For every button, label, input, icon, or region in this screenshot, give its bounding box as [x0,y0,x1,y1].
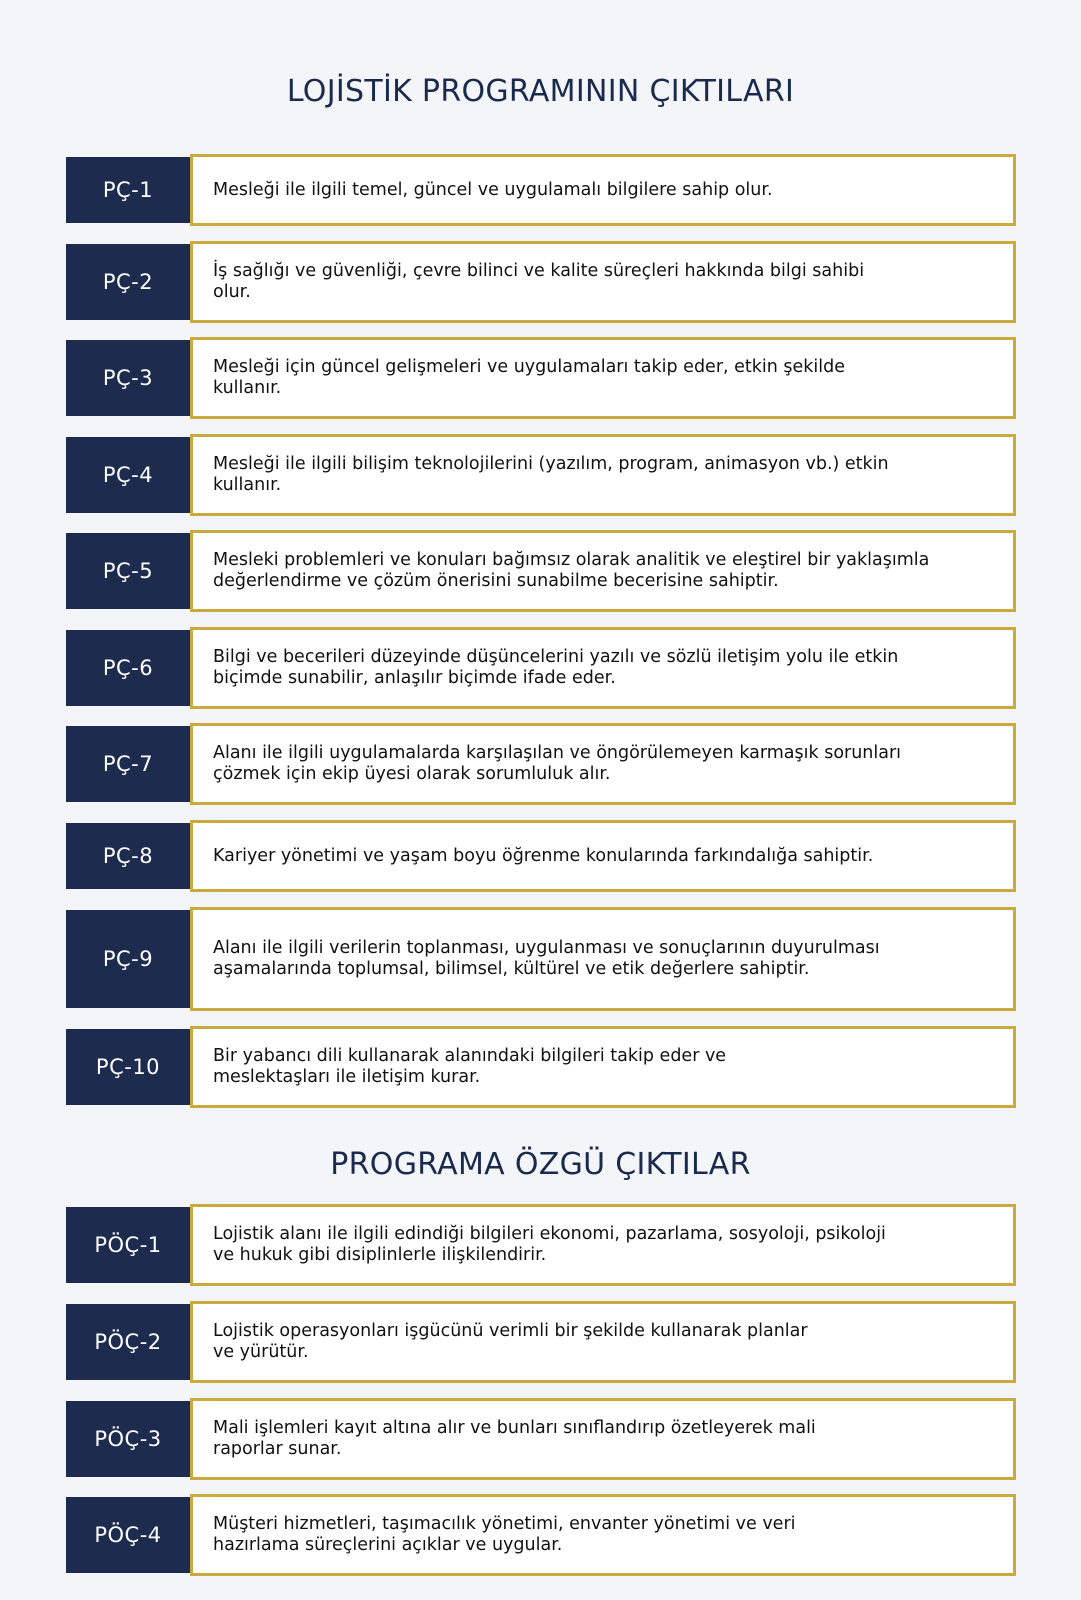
outcome-row-pc-4 [66,437,1016,513]
outcome-code: PÖÇ-3 [66,1401,190,1477]
specific-outcome-row-poc-3 [66,1401,1016,1477]
outcome-code: PÇ-5 [66,533,190,609]
outcome-text: Bilgi ve becerileri düzeyinde düşüncelerini yazılı ve sözlü iletişim yolu ile etkin biçimde sunabilir, anlaşılır biçimde ifade eder. [213,647,899,688]
outcome-box [190,434,1016,516]
specific-outcome-row-poc-1 [66,1207,1016,1283]
outcome-box [190,820,1016,892]
outcome-text: Mesleği ile ilgili temel, güncel ve uygulamalı bilgilere sahip olur. [213,179,773,200]
outcome-code: PÖÇ-1 [66,1207,190,1283]
outcome-row-pc-5 [66,533,1016,609]
outcome-row-pc-2 [66,244,1016,320]
outcome-box [190,154,1016,226]
outcome-text: Mesleği için güncel gelişmeleri ve uygulamaları takip eder, etkin şekilde kullanır. [213,357,846,398]
outcome-code: PÇ-3 [66,340,190,416]
outcome-box [190,530,1016,612]
outcome-text: Mesleki problemleri ve konuları bağımsız olarak analitik ve eleştirel bir yaklaşımla değerlendirme ve çözüm önerisini sunabilme becerisine sahiptir. [213,550,930,591]
specific-outcomes-title: PROGRAMA ÖZGÜ ÇIKTILAR [330,1147,751,1182]
outcome-text: İş sağlığı ve güvenliği, çevre bilinci ve kalite süreçleri hakkında bilgi sahibi olur. [213,261,865,302]
outcome-code: PÇ-4 [66,437,190,513]
outcome-code: PÖÇ-4 [66,1497,190,1573]
outcome-text: Lojistik operasyonları işgücünü verimli bir şekilde kullanarak planlar ve yürütür. [213,1321,808,1362]
outcome-text: Bir yabancı dili kullanarak alanındaki bilgileri takip eder ve meslektaşları ile iletişim kurar. [213,1046,727,1087]
outcome-text: Alanı ile ilgili uygulamalarda karşılaşılan ve öngörülemeyen karmaşık sorunları çözmek için ekip üyesi olarak sorumluluk alır. [213,743,902,784]
outcome-text: Mali işlemleri kayıt altına alır ve bunları sınıflandırıp özetleyerek mali raporlar sunar. [213,1418,816,1459]
program-outcomes-title: LOJİSTİK PROGRAMININ ÇIKTILARI [286,74,795,109]
outcome-box [190,1398,1016,1480]
outcome-text: Müşteri hizmetleri, taşımacılık yönetimi, envanter yönetimi ve veri hazırlama süreçlerini açıklar ve uygular. [213,1514,796,1555]
outcome-row-pc-10 [66,1029,1016,1105]
outcome-row-pc-3 [66,340,1016,416]
specific-outcome-row-poc-4 [66,1497,1016,1573]
outcome-text: Mesleği ile ilgili bilişim teknolojilerini (yazılım, program, animasyon vb.) etkin kullanır. [213,454,889,495]
outcome-row-pc-6 [66,630,1016,706]
outcome-box [190,1204,1016,1286]
outcome-row-pc-7 [66,726,1016,802]
outcome-text: Lojistik alanı ile ilgili edindiği bilgileri ekonomi, pazarlama, sosyoloji, psikoloji ve hukuk gibi disiplinlerle ilişkilendirir. [213,1224,886,1265]
outcome-code: PÇ-8 [66,823,190,889]
outcome-code: PÇ-2 [66,244,190,320]
outcome-row-pc-8 [66,823,1016,889]
outcome-box [190,1494,1016,1576]
outcome-box [190,627,1016,709]
outcome-box [190,723,1016,805]
outcome-code: PÇ-10 [66,1029,190,1105]
outcome-code: PÇ-7 [66,726,190,802]
outcome-box [190,1026,1016,1108]
outcome-code: PÇ-1 [66,157,190,223]
outcome-row-pc-9 [66,910,1016,1008]
outcome-box [190,907,1016,1011]
specific-outcome-row-poc-2 [66,1304,1016,1380]
outcome-text: Kariyer yönetimi ve yaşam boyu öğrenme konularında farkındalığa sahiptir. [213,845,874,866]
outcome-code: PÇ-6 [66,630,190,706]
outcome-code: PÖÇ-2 [66,1304,190,1380]
outcome-box [190,337,1016,419]
outcome-row-pc-1 [66,157,1016,223]
outcome-box [190,1301,1016,1383]
outcome-code: PÇ-9 [66,910,190,1008]
outcome-text: Alanı ile ilgili verilerin toplanması, uygulanması ve sonuçlarının duyurulması aşamalarında toplumsal, bilimsel, kültürel ve etik değerlere sahiptir. [213,938,880,979]
outcome-box [190,241,1016,323]
